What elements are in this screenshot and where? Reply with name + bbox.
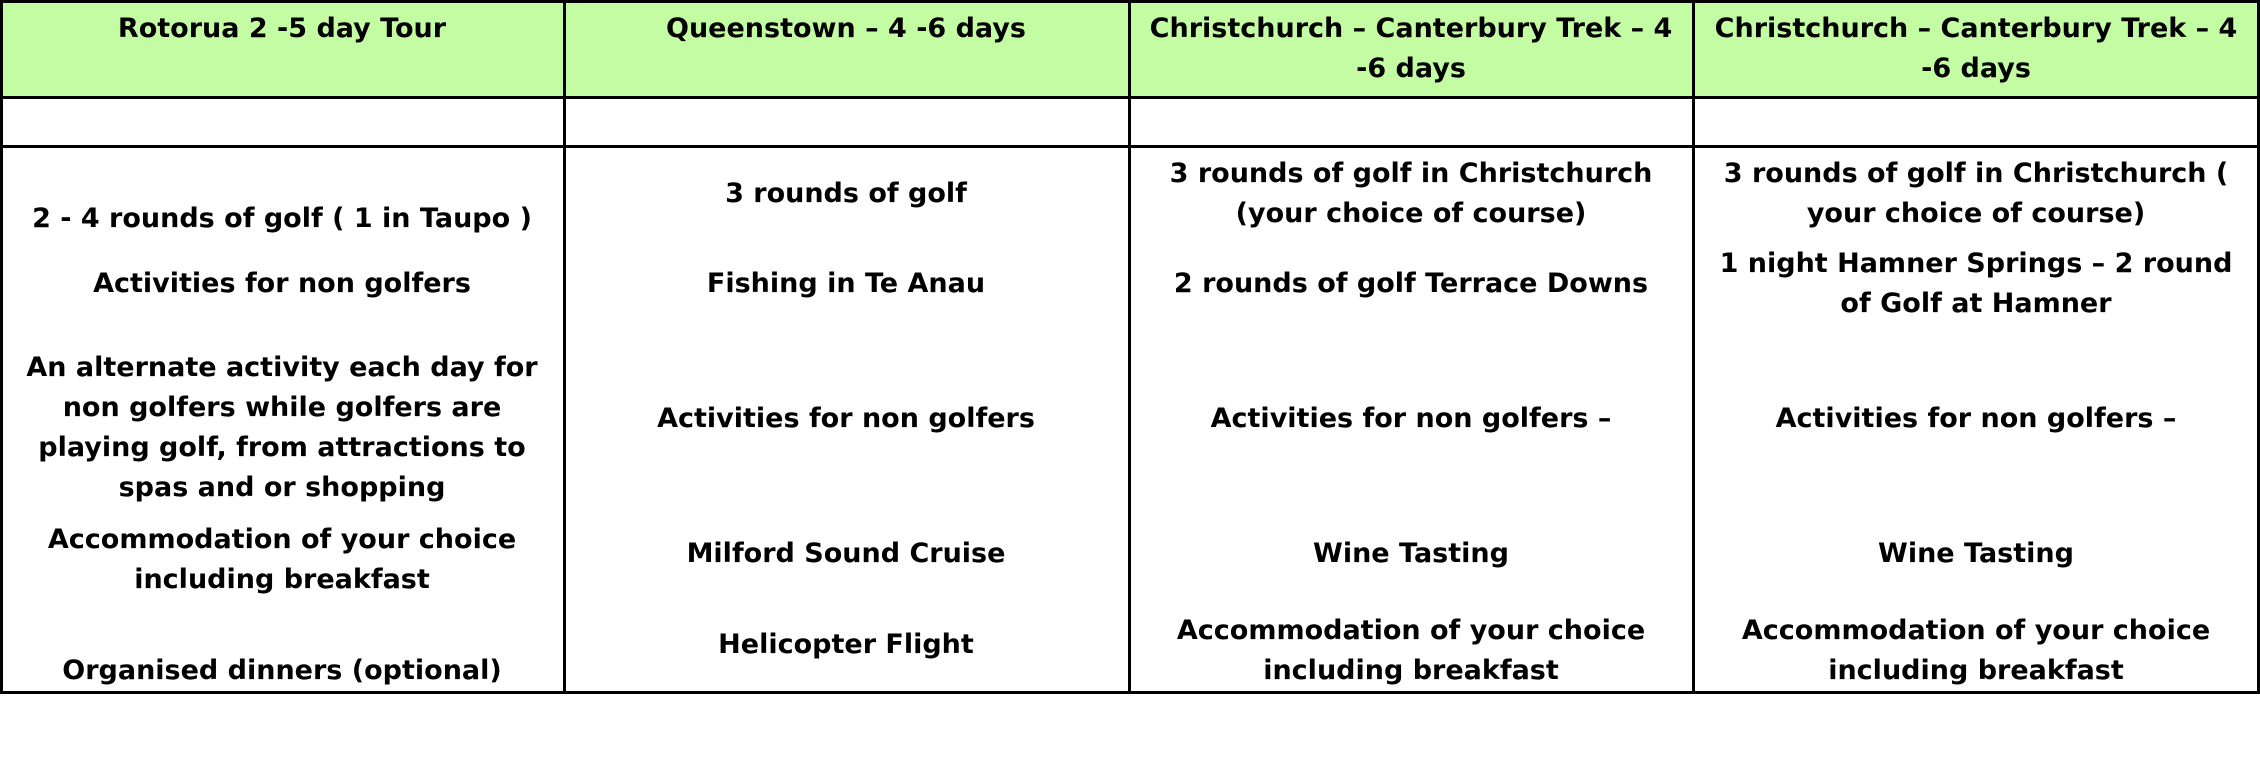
- column-divider: [1692, 0, 1695, 694]
- tour-item: Activities for non golfers: [93, 268, 471, 299]
- tour-column-christchurch-a: [1129, 0, 1693, 694]
- tour-item: Wine Tasting: [1313, 538, 1509, 569]
- column-header-title: Rotorua 2 -5 day Tour: [117, 13, 447, 44]
- tour-item: Accommodation of your choice including breakfast: [1176, 615, 1646, 686]
- tour-item: Fishing in Te Anau: [706, 268, 986, 299]
- tour-column-rotorua: [0, 0, 564, 694]
- tour-item: Activities for non golfers: [657, 403, 1035, 434]
- column-divider: [563, 0, 566, 694]
- tour-item: 3 rounds of golf in Christchurch (your choice of course): [1169, 158, 1653, 229]
- tour-item: Helicopter Flight: [718, 629, 974, 660]
- tour-item: 1 night Hamner Springs – 2 round of Golf at Hamner: [1719, 248, 2233, 319]
- tour-item: 3 rounds of golf in Christchurch ( your choice of course): [1723, 158, 2229, 229]
- tour-item: Activities for non golfers –: [1210, 403, 1612, 434]
- tour-column-queenstown: [564, 0, 1128, 694]
- tour-item: 2 rounds of golf Terrace Downs: [1173, 268, 1649, 299]
- tour-item: 2 - 4 rounds of golf ( 1 in Taupo ): [32, 203, 532, 234]
- tour-item: Accommodation of your choice including breakfast: [1741, 615, 2211, 686]
- column-header-cell: [1694, 0, 2258, 97]
- tour-item: Wine Tasting: [1878, 538, 2074, 569]
- column-header-title: Christchurch – Canterbury Trek – 4 -6 days: [1714, 13, 2238, 84]
- tour-item: Accommodation of your choice including breakfast: [47, 524, 517, 595]
- column-header-title: Queenstown – 4 -6 days: [666, 13, 1026, 44]
- table-border-left: [0, 0, 3, 694]
- column-header-cell: [564, 0, 1128, 97]
- column-header-title: Christchurch – Canterbury Trek – 4 -6 days: [1149, 13, 1673, 84]
- tour-column-christchurch-b: [1694, 0, 2258, 694]
- tour-item: 3 rounds of golf: [725, 178, 967, 209]
- tour-item: Organised dinners (optional): [62, 655, 502, 686]
- column-header-cell: [1129, 0, 1693, 97]
- tour-item: Milford Sound Cruise: [686, 538, 1006, 569]
- tour-item: An alternate activity each day for non golfers while golfers are playing golf, from attractions to spas and or shopping: [26, 352, 538, 503]
- column-header-cell: [0, 0, 564, 97]
- tour-item: Activities for non golfers –: [1775, 403, 2177, 434]
- column-divider: [1128, 0, 1131, 694]
